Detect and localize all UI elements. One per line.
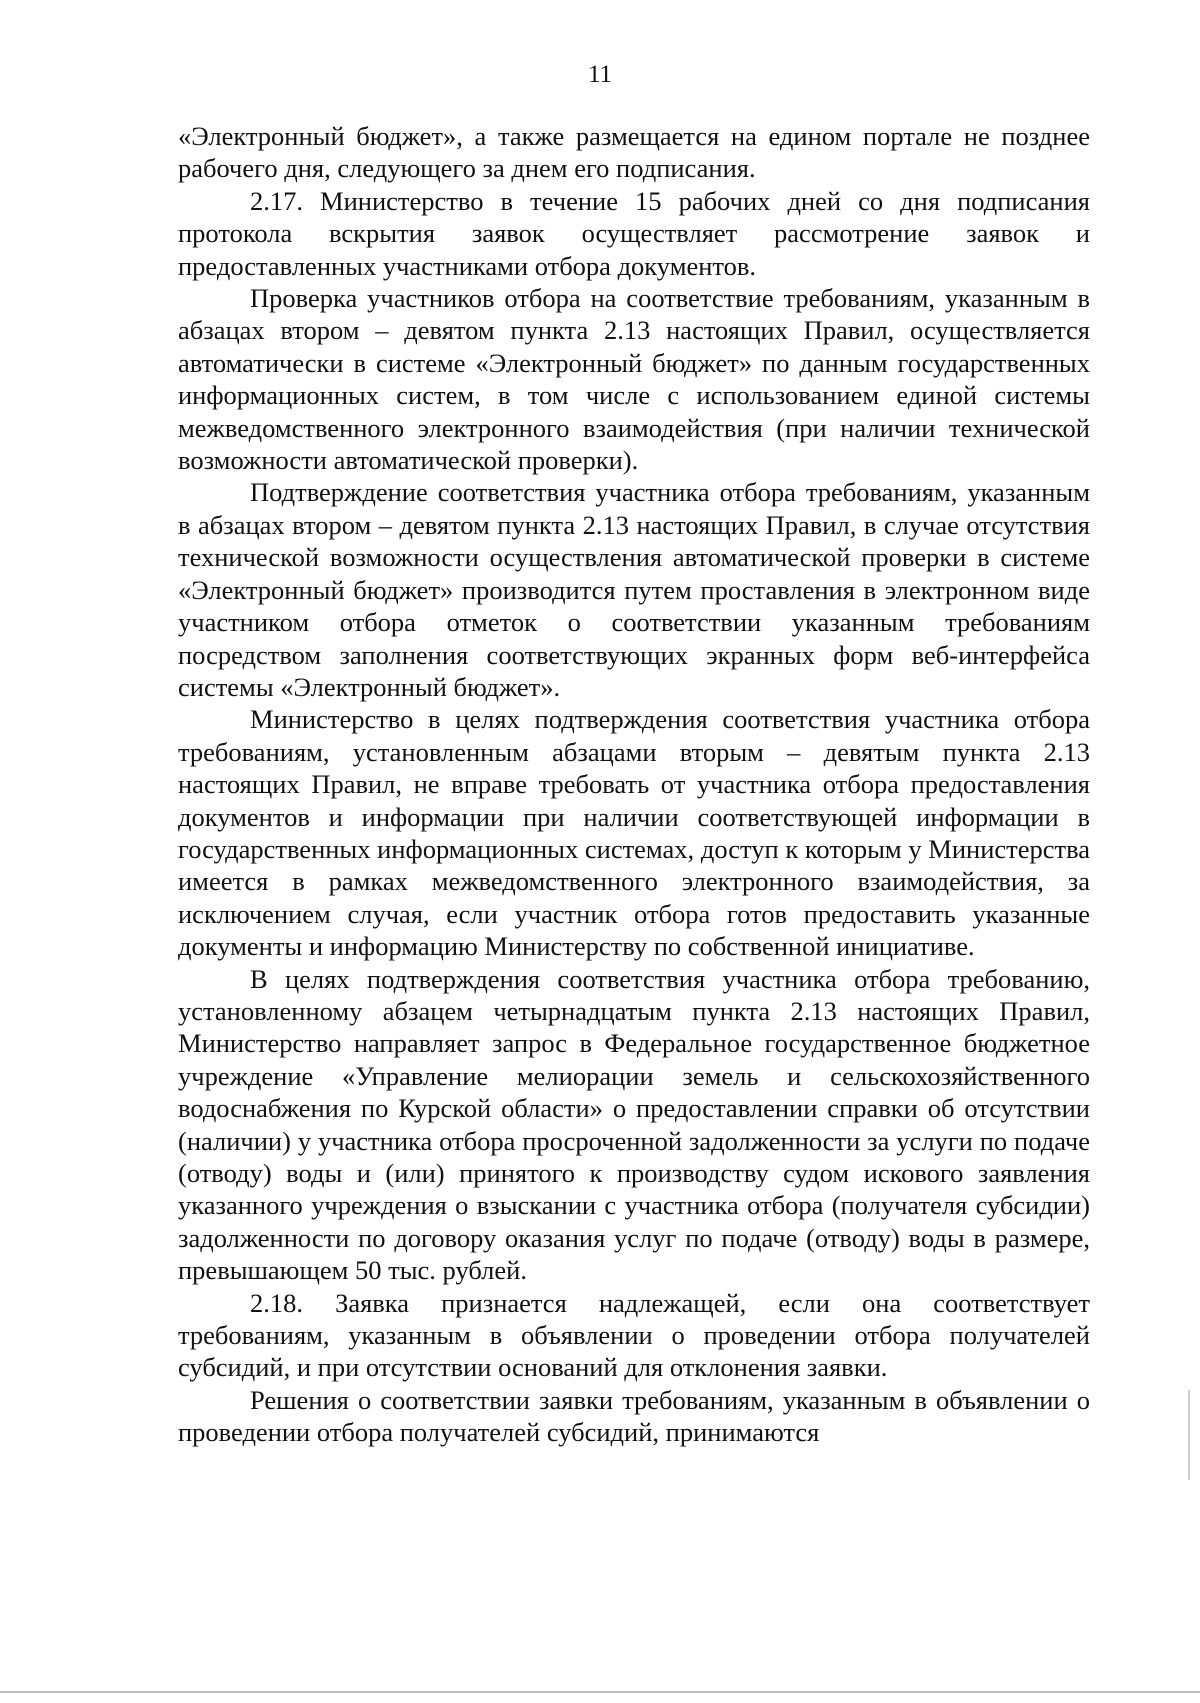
paragraph-automatic-check: Проверка участников отбора на соответствие требованиям, указанным в абзацах втором – девятом пункта 2.13 настоящих Правил, осуществляется автоматически в системе «Электронный бюджет» по данным государственных информационных систем, в том числе с использованием единой системы межведомственного электронного взаимодействия (при наличии технической возможности автоматической проверки). <box>178 283 1090 476</box>
scan-bottom-edge <box>0 1691 1200 1693</box>
paragraph-request-reclamation: В целях подтверждения соответствия участника отбора требованию, установленному абзацем четырнадцатым пункта 2.13 настоящих Правил, Министерство направляет запрос в Федеральное государственное бюджетное учреждение «Управление мелиорации земель и сельскохозяйственного водоснабжения по Курской области» о предоставлении справки об отсутствии (наличии) у участника отбора просроченной задолженности за услуги по подаче (отводу) воды и (или) принятого к производству судом искового заявления указанного учреждения о взыскании с участника отбора (получателя субсидии) задолженности по договору оказания услуг по подаче (отводу) воды в размере, превышающем 50 тыс. рублей. <box>178 963 1090 1286</box>
scan-edge-mark <box>1188 1390 1190 1480</box>
document-body <box>178 120 1090 1449</box>
paragraph-decisions: Решения о соответствии заявки требованиям, указанным в объявлении о проведении отбора получателей субсидий, принимаются <box>178 1384 1090 1448</box>
paragraph-manual-confirmation: Подтверждение соответствия участника отбора требованиям, указанным в абзацах втором – девятом пункта 2.13 настоящих Правил, в случае отсутствия технической возможности осуществления автоматической проверки в системе «Электронный бюджет» производится путем проставления в электронном виде участником отбора отметок о соответствии указанным требованиям посредством заполнения соответствующих экранных форм веб-интерфейса системы «Электронный бюджет». <box>178 477 1090 702</box>
paragraph-clause-2-17: 2.17. Министерство в течение 15 рабочих дней со дня подписания протокола вскрытия заявок осуществляет рассмотрение заявок и предоставленных участниками отбора документов. <box>178 185 1090 281</box>
paragraph-clause-2-18: 2.18. Заявка признается надлежащей, если она соответствует требованиям, указанным в объявлении о проведении отбора получателей субсидий, и при отсутствии оснований для отклонения заявки. <box>178 1287 1090 1383</box>
page-number: 11 <box>587 61 613 88</box>
paragraph-continuation: «Электронный бюджет», а также размещается на едином портале не позднее рабочего дня, следующего за днем его подписания. <box>178 121 1090 184</box>
paragraph-ministry-restriction: Министерство в целях подтверждения соответствия участника отбора требованиям, установленным абзацами вторым – девятым пункта 2.13 настоящих Правил, не вправе требовать от участника отбора предоставления документов и информации при наличии соответствующей информации в государственных информационных системах, доступ к которым у Министерства имеется в рамках межведомственного электронного взаимодействия, за исключением случая, если участник отбора готов предоставить указанные документы и информацию Министерству по собственной инициативе. <box>178 704 1090 962</box>
